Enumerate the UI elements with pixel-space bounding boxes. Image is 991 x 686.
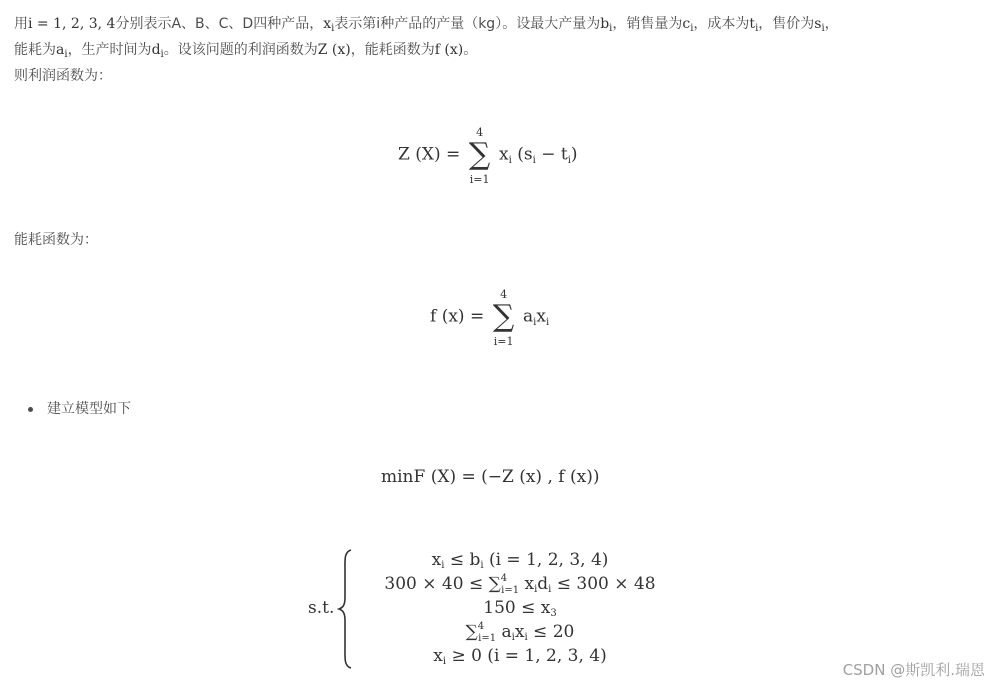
math-b: b bbox=[600, 16, 610, 32]
math-sub-i: i bbox=[609, 23, 613, 34]
intro-line-2 bbox=[14, 38, 477, 64]
math-f: f (x) bbox=[434, 42, 464, 58]
sum-upper-limit: 4 bbox=[476, 126, 484, 139]
math-sub-i: i bbox=[690, 23, 694, 34]
text-segment: ，成本为 bbox=[693, 16, 750, 32]
math-x: x bbox=[514, 622, 525, 642]
math-c: c bbox=[682, 16, 691, 32]
text-segment: 。设该问题的利润函数为 bbox=[163, 42, 318, 58]
text-segment: 用 bbox=[14, 16, 28, 32]
constraint-4 bbox=[360, 622, 680, 642]
close-paren: ) bbox=[570, 144, 578, 165]
st-label: s.t. bbox=[308, 598, 335, 618]
math-sub-i: i bbox=[511, 632, 515, 643]
math-sub-i: i bbox=[821, 23, 825, 34]
math-a: a bbox=[501, 622, 512, 642]
math-x: x bbox=[323, 16, 332, 32]
math-sub-3: 3 bbox=[550, 608, 557, 619]
sum-upper-limit: 4 bbox=[500, 573, 508, 584]
watermark: CSDN @斯凯利.瑞恩 bbox=[842, 661, 985, 679]
math-a: a bbox=[56, 42, 65, 58]
text-segment: ，生产时间为 bbox=[67, 42, 152, 58]
math-sub-i: i bbox=[755, 23, 759, 34]
math-sub-i: i bbox=[567, 154, 571, 166]
constraint-text: (i = 1, 2, 3, 4) bbox=[483, 550, 609, 570]
text-segment: 表示第i种产品的产量（kg）。设最大产量为 bbox=[334, 16, 601, 32]
energy-label: 能耗函数为： bbox=[14, 232, 98, 248]
constraint-text: ≤ b bbox=[449, 550, 481, 570]
sigma-glyph: ∑ bbox=[465, 622, 478, 642]
text-segment: 。 bbox=[463, 42, 478, 58]
math-x: x bbox=[536, 306, 546, 327]
sum-operator bbox=[490, 288, 518, 348]
model-equation: minF (X) = (−Z (x) , f (x)) bbox=[381, 467, 600, 487]
math-sub-i: i bbox=[331, 23, 335, 34]
sum-upper-limit: 4 bbox=[500, 288, 508, 301]
profit-equation bbox=[398, 126, 578, 186]
math-x: x bbox=[499, 144, 509, 165]
constraint-text: ≤ 300 × 48 bbox=[551, 574, 656, 594]
math-a: a bbox=[523, 306, 534, 327]
math-index-range: i = 1, 2, 3, 4 bbox=[28, 16, 116, 32]
constraint-text: ≥ 0 (i = 1, 2, 3, 4) bbox=[451, 646, 607, 666]
math-sub-i: i bbox=[442, 656, 447, 667]
bullet-dot bbox=[28, 407, 33, 412]
constraint-text: 150 ≤ x bbox=[483, 598, 551, 618]
math-t: − t bbox=[535, 144, 568, 165]
math-sub-i: i bbox=[441, 560, 445, 571]
sum-upper-limit: 4 bbox=[477, 621, 485, 632]
sum-operator bbox=[466, 126, 494, 186]
sigma-glyph: ∑ bbox=[492, 299, 515, 334]
math-s: (s bbox=[517, 144, 533, 165]
math-sub-i: i bbox=[64, 49, 68, 60]
math-sub-i: i bbox=[508, 154, 512, 166]
constraint-5 bbox=[360, 646, 680, 666]
constraint-2 bbox=[360, 574, 680, 594]
sum-lower-limit: i=1 bbox=[469, 173, 490, 186]
math-d: d bbox=[537, 574, 549, 594]
math-x: x bbox=[519, 574, 535, 594]
math-sub-i: i bbox=[548, 584, 552, 595]
math-sub-i: i bbox=[160, 49, 164, 60]
math-sub-i: i bbox=[532, 154, 536, 166]
math-sub-i: i bbox=[480, 560, 484, 571]
text-segment: ，能耗函数为 bbox=[350, 42, 435, 58]
sum-lower-limit: i=1 bbox=[501, 585, 520, 596]
intro-line-1 bbox=[14, 12, 839, 38]
sum-lower-limit: i=1 bbox=[478, 633, 497, 644]
text-segment: 能耗为 bbox=[14, 42, 56, 58]
intro-line-3: 则利润函数为： bbox=[14, 68, 112, 84]
eq-lhs: Z (X) = bbox=[398, 144, 461, 165]
math-sub-i: i bbox=[534, 584, 538, 595]
math-x: x bbox=[431, 550, 442, 570]
text-segment: ， bbox=[824, 16, 839, 32]
constraint-3 bbox=[360, 598, 680, 618]
math-Z: Z (x) bbox=[317, 42, 351, 58]
math-s: s bbox=[814, 16, 822, 32]
sum-lower-limit: i=1 bbox=[493, 335, 514, 348]
energy-equation bbox=[430, 288, 550, 348]
bullet-text: 建立模型如下 bbox=[47, 401, 131, 417]
text-segment: ，销售量为 bbox=[612, 16, 683, 32]
math-d: d bbox=[151, 42, 161, 58]
constraint-text: ≤ 20 bbox=[527, 622, 575, 642]
math-sub-i: i bbox=[524, 632, 528, 643]
math-x: x bbox=[433, 646, 443, 666]
text-segment: ，售价为 bbox=[758, 16, 815, 32]
constraint-1 bbox=[360, 550, 680, 570]
eq-lhs: f (x) = bbox=[430, 306, 485, 327]
sigma-glyph: ∑ bbox=[468, 137, 491, 172]
text-segment: 分别表示A、B、C、D四种产品， bbox=[115, 16, 324, 32]
math-sub-i: i bbox=[533, 316, 537, 328]
sigma-glyph: ∑ bbox=[488, 574, 501, 594]
math-t: t bbox=[749, 16, 756, 32]
math-sub-i: i bbox=[545, 316, 550, 328]
left-brace-icon bbox=[337, 548, 355, 670]
constraint-text: 300 × 40 ≤ bbox=[384, 574, 489, 594]
